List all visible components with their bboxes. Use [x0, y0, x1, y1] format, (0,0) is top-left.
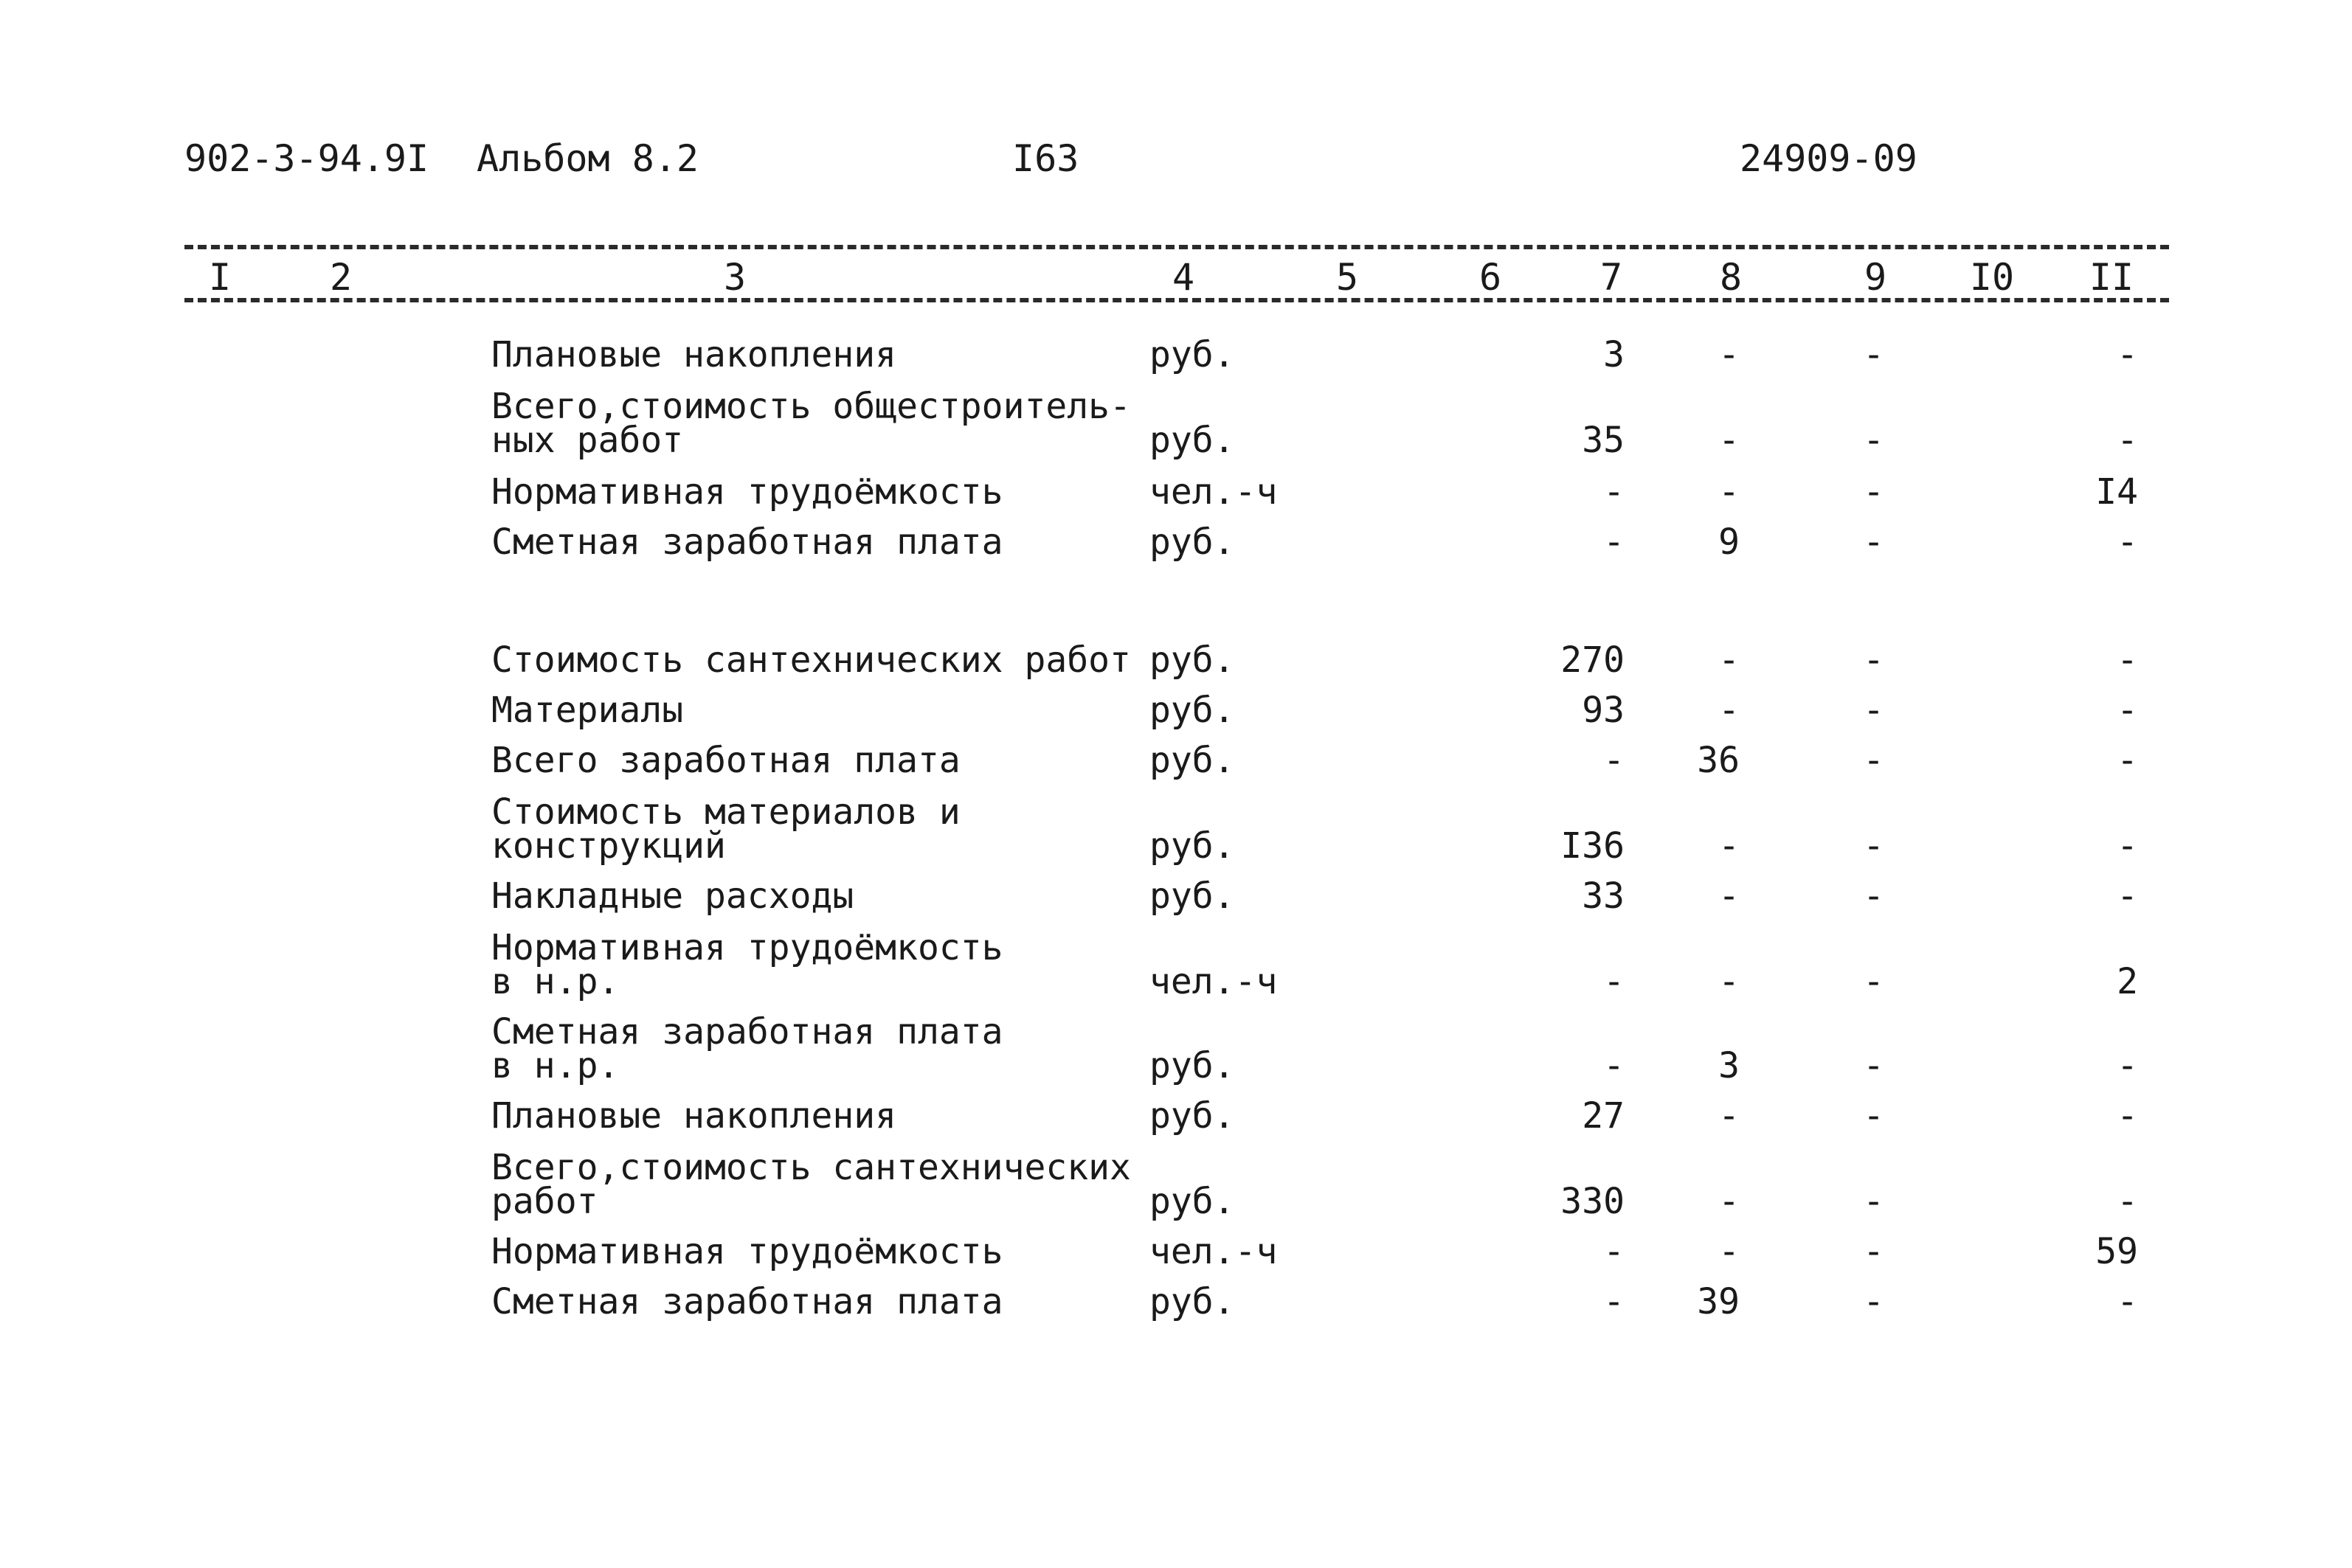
cell-col8: -: [1718, 1231, 1740, 1272]
table-row: [0, 825, 2352, 917]
column-number: I0: [1969, 256, 2015, 299]
cell-col7: -: [1603, 1281, 1625, 1322]
cell-col9: -: [1863, 521, 1884, 563]
row-unit: руб.: [1149, 521, 1235, 563]
row-unit: руб.: [1149, 1281, 1235, 1322]
row-unit: руб.: [1149, 740, 1235, 781]
row-label: Плановые накопления: [491, 1095, 897, 1137]
cell-col7: 330: [1560, 1181, 1625, 1222]
cell-col8: -: [1718, 420, 1740, 461]
row-unit: руб.: [1149, 1045, 1235, 1086]
cell-col7: I36: [1560, 825, 1625, 867]
cell-col11: 59: [2095, 1231, 2138, 1272]
cell-col8: -: [1718, 1095, 1740, 1137]
row-unit: руб.: [1149, 420, 1235, 461]
cell-col9: -: [1863, 740, 1884, 781]
document-number: 24909-09: [1740, 137, 1917, 180]
cell-col8: -: [1718, 334, 1740, 375]
cell-col11: -: [2117, 690, 2138, 731]
column-number: II: [2089, 256, 2134, 299]
cell-col9: -: [1863, 1095, 1884, 1137]
cell-col11: -: [2117, 639, 2138, 681]
column-number: I: [208, 256, 232, 299]
row-label: Всего,стоимость сантехнических работ: [491, 1147, 1131, 1222]
cell-col7: 33: [1582, 875, 1625, 917]
row-label: Нормативная трудоёмкость: [491, 471, 1003, 513]
row-label: Сметная заработная плата: [491, 521, 1003, 563]
cell-col9: -: [1863, 1045, 1884, 1086]
cell-col7: -: [1603, 961, 1625, 1002]
cell-col9: -: [1863, 875, 1884, 917]
cell-col11: -: [2117, 420, 2138, 461]
cell-col8: 3: [1718, 1045, 1740, 1086]
row-label: Сметная заработная плата: [491, 1281, 1003, 1322]
row-unit: руб.: [1149, 825, 1235, 867]
cell-col9: -: [1863, 471, 1884, 513]
column-number: 2: [329, 256, 353, 299]
row-label: Сметная заработная плата в н.р.: [491, 1011, 1003, 1086]
row-unit: чел.-ч: [1149, 961, 1278, 1002]
column-number: 5: [1335, 256, 1359, 299]
column-number: 4: [1172, 256, 1195, 299]
row-unit: руб.: [1149, 639, 1235, 681]
table-row: [0, 1044, 2352, 1137]
cell-col8: -: [1718, 639, 1740, 681]
cell-col9: -: [1863, 420, 1884, 461]
row-label: Плановые накопления: [491, 334, 897, 375]
cell-col9: -: [1863, 1231, 1884, 1272]
cell-col11: -: [2117, 1095, 2138, 1137]
page-number: I63: [1012, 137, 1079, 180]
cell-col8: -: [1718, 875, 1740, 917]
cell-col7: 3: [1603, 334, 1625, 375]
cell-col11: I4: [2095, 471, 2138, 513]
cell-col7: -: [1603, 1231, 1625, 1272]
cell-col11: -: [2117, 1281, 2138, 1322]
row-label: Материалы: [491, 690, 684, 731]
cell-col7: 93: [1582, 690, 1625, 731]
table-row: [0, 1230, 2352, 1322]
cell-col9: -: [1863, 825, 1884, 867]
row-unit: руб.: [1149, 875, 1235, 917]
cell-col7: -: [1603, 521, 1625, 563]
cell-col8: 36: [1697, 740, 1740, 781]
cell-col11: -: [2117, 1045, 2138, 1086]
cell-col8: -: [1718, 825, 1740, 867]
row-label: Нормативная трудоёмкость в н.р.: [491, 927, 1003, 1002]
row-unit: руб.: [1149, 1181, 1235, 1222]
table-top-rule: [184, 245, 2169, 249]
cell-col7: 270: [1560, 639, 1625, 681]
column-number: 7: [1599, 256, 1623, 299]
cell-col9: -: [1863, 1181, 1884, 1222]
cell-col11: -: [2117, 825, 2138, 867]
cell-col9: -: [1863, 639, 1884, 681]
row-label: Стоимость материалов и конструкций: [491, 791, 961, 867]
cell-col7: -: [1603, 471, 1625, 513]
cell-col9: -: [1863, 334, 1884, 375]
row-unit: руб.: [1149, 1095, 1235, 1137]
cell-col7: 35: [1582, 420, 1625, 461]
row-unit: руб.: [1149, 334, 1235, 375]
column-number: 8: [1719, 256, 1743, 299]
row-label: Накладные расходы: [491, 875, 854, 917]
row-label: Всего,стоимость общестроитель- ных работ: [491, 386, 1131, 461]
cell-col11: -: [2117, 521, 2138, 563]
row-unit: чел.-ч: [1149, 471, 1278, 513]
cell-col8: -: [1718, 690, 1740, 731]
row-unit: руб.: [1149, 690, 1235, 731]
row-label: Всего заработная плата: [491, 740, 961, 781]
cell-col8: 39: [1697, 1281, 1740, 1322]
table-row: [0, 471, 2352, 563]
table-row: [0, 689, 2352, 781]
cell-col9: -: [1863, 1281, 1884, 1322]
cell-col11: -: [2117, 740, 2138, 781]
cell-col9: -: [1863, 961, 1884, 1002]
column-number: 9: [1864, 256, 1887, 299]
cell-col11: -: [2117, 875, 2138, 917]
cell-col8: -: [1718, 961, 1740, 1002]
cell-col8: 9: [1718, 521, 1740, 563]
row-label: Стоимость сантехнических работ: [491, 639, 1131, 681]
cell-col7: -: [1603, 740, 1625, 781]
cell-col7: -: [1603, 1045, 1625, 1086]
table-row: [0, 910, 2352, 1002]
document-code: 902-3-94.9I: [184, 137, 429, 180]
cell-col9: -: [1863, 690, 1884, 731]
cell-col11: -: [2117, 334, 2138, 375]
table-row: [0, 283, 2352, 375]
row-label: Нормативная трудоёмкость: [491, 1231, 1003, 1272]
row-unit: чел.-ч: [1149, 1231, 1278, 1272]
cell-col8: -: [1718, 1181, 1740, 1222]
album-label: Альбом 8.2: [477, 137, 699, 180]
cell-col8: -: [1718, 471, 1740, 513]
cell-col7: 27: [1582, 1095, 1625, 1137]
cell-col11: 2: [2117, 961, 2138, 1002]
column-number: 3: [723, 256, 747, 299]
column-number: 6: [1478, 256, 1502, 299]
cell-col11: -: [2117, 1181, 2138, 1222]
